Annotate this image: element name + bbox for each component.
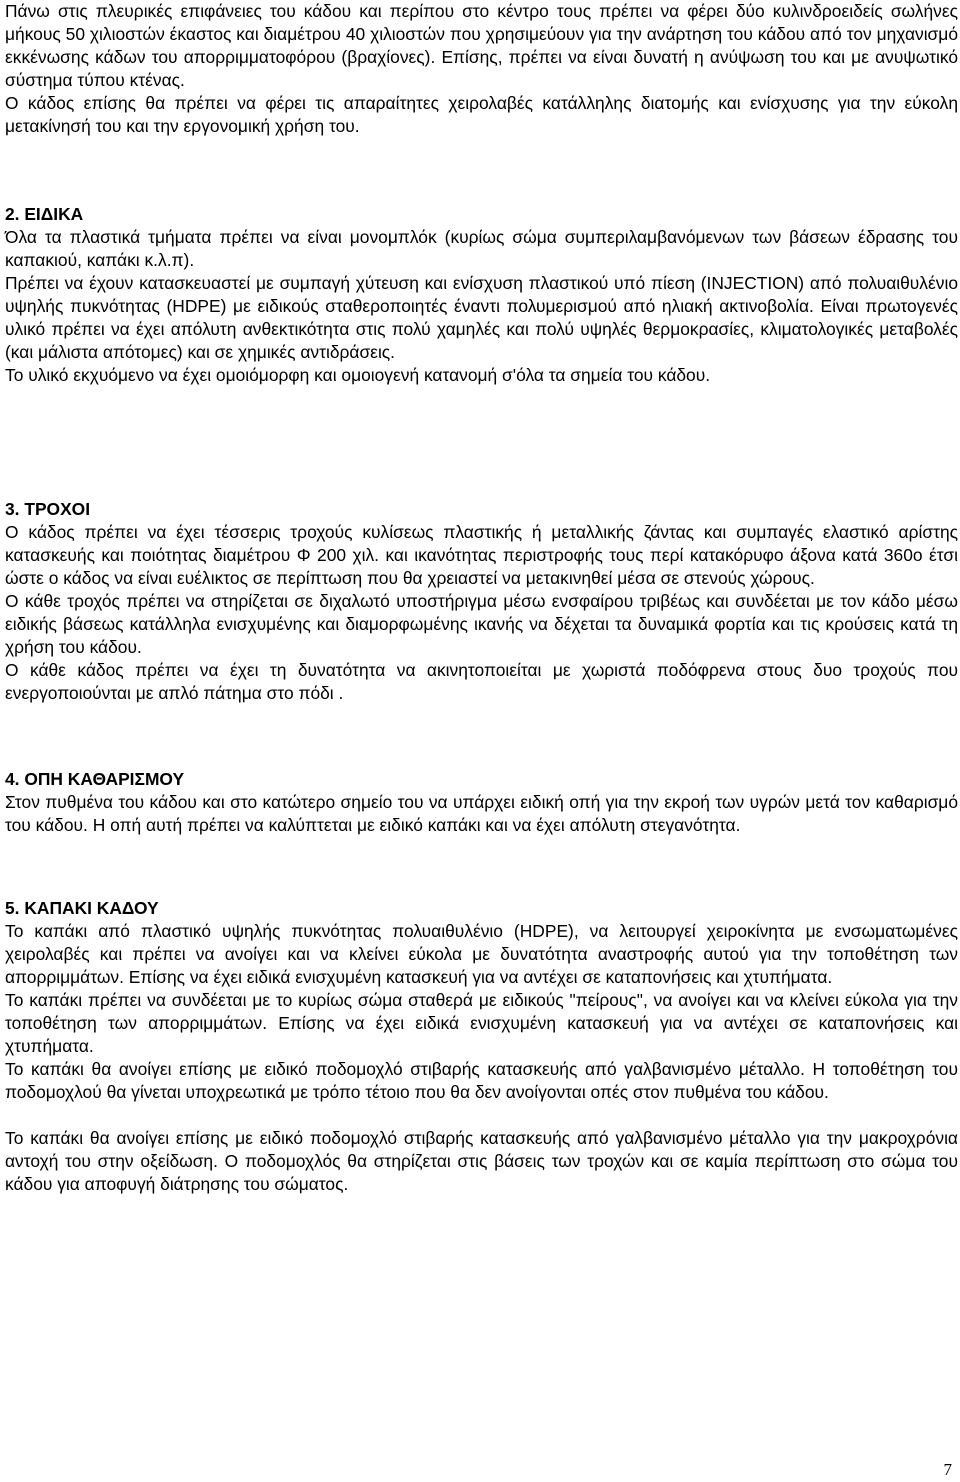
spacer xyxy=(5,1104,958,1127)
section-paragraph: Πρέπει να έχουν κατασκευαστεί με συμπαγή χύτευση και ενίσχυση πλαστικού υπό πίεση (INJECTION) από πολυαιθυλένιο υψηλής πυκνότητας (HDPE) με ειδικούς σταθεροποιητές έναντι πολυμερισμού από ηλιακή ακτινοβολία. Είναι πρωτογενές υλικό πρέπει να έχει απόλυτη ανθεκτικότητα στις πολύ χαμηλές και πολύ υψηλές θερμοκρασίες, κλιματολογικές μεταβολές (και μάλιστα απότομες) και σε χημικές αντιδράσεις. xyxy=(5,273,958,362)
section-paragraph: Το καπάκι πρέπει να συνδέεται με το κυρίως σώμα σταθερά με ειδικούς "πείρους", να ανοίγει και να κλείνει εύκολα για την τοποθέτηση των απορριμμάτων. Επίσης να έχει ειδικά ενισχυμένη κατασκευή για να αντέχει σε καταπονήσεις και χτυπήματα. xyxy=(5,990,958,1056)
section-heading: 2. ΕΙΔΙΚΑ xyxy=(5,204,84,224)
section-paragraph: Το υλικό εκχυόμενο να έχει ομοιόμορφη και ομοιογενή κατανομή σ'όλα τα σημεία του κάδου. xyxy=(5,365,711,385)
intro-paragraph: Ο κάδος επίσης θα πρέπει να φέρει τις απαραίτητες χειρολαβές κατάλληλης διατομής και ενίσχυσης για την εύκολη μετακίνησή του και την εργονομική χρήση του. xyxy=(5,93,958,136)
section-paragraph: Το καπάκι θα ανοίγει επίσης με ειδικό ποδομοχλό στιβαρής κατασκευής από γαλβανισμένο μέταλλο. Η τοποθέτηση του ποδομοχλού θα γίνεται υποχρεωτικά με τρόπο τέτοιο που θα δεν ανοίγονται οπές στον πυθμένα του κάδου. xyxy=(5,1059,958,1102)
section-paragraph: Ο κάθε κάδος πρέπει να έχει τη δυνατότητα να ακινητοποιείται με χωριστά ποδόφρενα στους δυο τροχούς που ενεργοποιούνται με απλό πάτημα στο πόδι . xyxy=(5,660,958,703)
section-paragraph: Το καπάκι από πλαστικό υψηλής πυκνότητας πολυαιθυλένιο (HDPE), να λειτουργεί χειροκίνητα με ενσωματωμένες χειρολαβές και πρέπει να ανοίγει και να κλείνει εύκολα με δυνατότητα αναστροφής αυτού για την τοποθέτηση των απορριμμάτων. Επίσης να έχει ειδικά ενισχυμένη κατασκευή για να αντέχει σε καταπονήσεις και χτυπήματα. xyxy=(5,921,958,987)
document-page xyxy=(5,0,958,1196)
page-number: 7 xyxy=(943,1460,952,1479)
section-wheels xyxy=(5,498,958,705)
spacer xyxy=(5,138,958,203)
section-paragraph: Όλα τα πλαστικά τμήματα πρέπει να είναι μονομπλόκ (κυρίως σώμα συμπεριλαμβανόμενων των βάσεων έδρασης του καπακιού, καπάκι κ.λ.π). xyxy=(5,227,958,270)
spacer xyxy=(5,387,958,498)
section-heading: 5. ΚΑΠΑΚΙ ΚΑΔΟΥ xyxy=(5,898,159,918)
section-specific xyxy=(5,203,958,387)
section-paragraph: Στον πυθμένα του κάδου και στο κατώτερο σημείο του να υπάρχει ειδική οπή για την εκροή των υγρών μετά τον καθαρισμό του κάδου. Η οπή αυτή πρέπει να καλύπτεται με ειδικό καπάκι και να έχει απόλυτη στεγανότητα. xyxy=(5,792,958,835)
section-paragraph: Το καπάκι θα ανοίγει επίσης με ειδικό ποδομοχλό στιβαρής κατασκευής από γαλβανισμένο μέταλλο για την μακροχρόνια αντοχή του στην οξείδωση. Ο ποδομοχλός θα στηρίζεται στις βάσεις των τροχών και σε καμία περίπτωση στο σώμα του κάδου για αποφυγή διάτρησης του σώματος. xyxy=(5,1128,958,1194)
spacer xyxy=(5,837,958,897)
section-lid xyxy=(5,897,958,1196)
spacer xyxy=(5,705,958,768)
section-cleaning-hole xyxy=(5,768,958,837)
section-heading: 3. ΤΡΟΧΟΙ xyxy=(5,499,91,519)
intro-paragraph: Πάνω στις πλευρικές επιφάνειες του κάδου και περίπου στο κέντρο τους πρέπει να φέρει δύο κυλινδροειδείς σωλήνες μήκους 50 χιλιοστών έκαστος και διαμέτρου 40 χιλιοστών που χρησιμεύουν για την ανάρτηση του κάδου από τον μηχανισμό εκκένωσης κάδων του απορριμματοφόρου (βραχίονες). Επίσης, πρέπει να είναι δυνατή η ανύψωση του και με ανυψωτικό σύστημα τύπου κτένας. xyxy=(5,1,958,90)
section-paragraph: Ο κάθε τροχός πρέπει να στηρίζεται σε διχαλωτό υποστήριγμα μέσω ενσφαίρου τριβέως και συνδέεται με τον κάδο μέσω ειδικής βάσεως κατάλληλα ενισχυμένης και διαμορφωμένης ικανής να δέχεται τα δυναμικά φορτία και τις κρούσεις κατά τη χρήση του κάδου. xyxy=(5,591,958,657)
intro-block xyxy=(5,0,958,138)
section-heading: 4. ΟΠΗ ΚΑΘΑΡΙΣΜΟΥ xyxy=(5,769,185,789)
section-paragraph: Ο κάδος πρέπει να έχει τέσσερις τροχούς κυλίσεως πλαστικής ή μεταλλικής ζάντας και συμπαγές ελαστικό αρίστης κατασκευής και ποιότητας διαμέτρου Φ 200 χιλ. και ικανότητας περιστροφής τους περί κατακόρυφο άξονα κατά 360ο έτσι ώστε ο κάδος να είναι ευέλικτος σε περίπτωση που θα χρειαστεί να μετακινηθεί μέσα σε στενούς χώρους. xyxy=(5,522,958,588)
